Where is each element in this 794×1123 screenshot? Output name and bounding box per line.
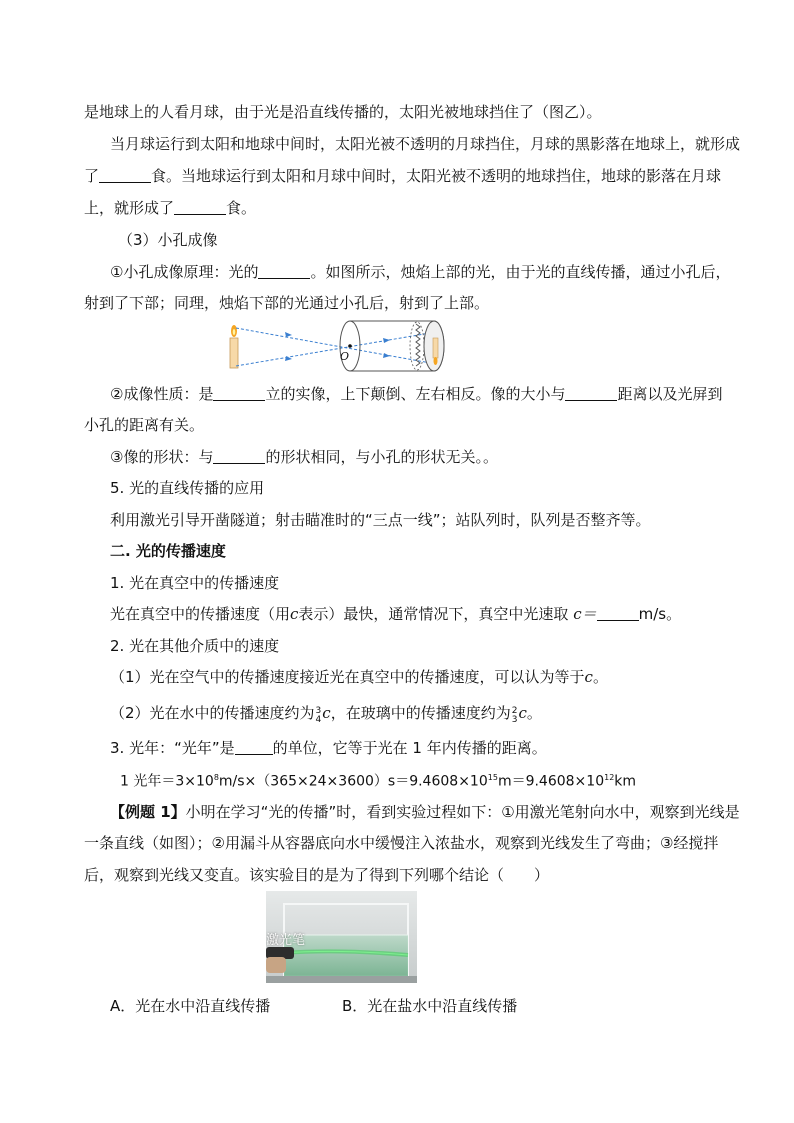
paragraph-image-nature: ②成像性质：是 立的实像，上下颠倒、左右相反。像的大小与 距离以及光屏到 xyxy=(110,385,723,403)
arrow-1 xyxy=(285,332,292,337)
laser-tank-photo xyxy=(266,891,417,983)
photo-label: 激光笔 xyxy=(266,933,306,948)
example-question-line3: 后，观察到光线又变直。该实验目的是为了得到下列哪个结论（ ） xyxy=(84,866,550,884)
paragraph-pinhole-line2: 射到了下部；同理，烛焰下部的光通过小孔后，射到了上部。 xyxy=(84,294,490,312)
arrow-3 xyxy=(383,353,390,358)
blank-inverted[interactable] xyxy=(213,386,265,401)
fraction-three-quarters: 3 4 xyxy=(315,706,322,725)
formula-light-year: 1 光年$=3\times 10^8m/s\times(365\times 24\times 3600)s=9.4608\times 10^{15}m=9.4608\times 10^{12}km$ xyxy=(120,773,637,790)
section-title-speed: 二. 光的传播速度 xyxy=(110,542,226,560)
blank-light-year-unit[interactable] xyxy=(235,740,273,755)
pinhole-point xyxy=(348,344,352,348)
candle xyxy=(230,325,238,368)
arrow-4 xyxy=(383,338,390,343)
heading-other-media: 2. 光在其他介质中的速度 xyxy=(110,637,280,655)
heading-applications: 5. 光的直线传播的应用 xyxy=(110,479,265,497)
pinhole-label: O xyxy=(340,350,350,363)
ray-top xyxy=(236,328,436,364)
inverted-candle-image xyxy=(433,338,438,365)
option-b[interactable]: B．光在盐水中沿直线传播 xyxy=(342,997,518,1015)
blank-distance[interactable] xyxy=(565,386,617,401)
paragraph-applications: 利用激光引导开凿隧道；射击瞄准时的“三点一线”；站队列时，队列是否整齐等。 xyxy=(110,511,651,529)
example-question-line2: 一条直线（如图）；②用漏斗从容器底向水中缓慢注入浓盐水，观察到光线发生了弯曲；③经搅拌 xyxy=(84,834,719,852)
paragraph-image-nature-line2: 小孔的距离有关。 xyxy=(84,416,205,434)
paragraph-air-speed: （1）光在空气中的传播速度接近光在真空中的传播速度，可以认为等于c。 xyxy=(110,668,608,686)
blank-solar-eclipse[interactable] xyxy=(99,168,151,183)
paragraph-pinhole-principle: ①小孔成像原理：光的 。如图所示，烛焰上部的光，由于光的直线传播，通过小孔后， xyxy=(110,263,731,281)
ray-bottom xyxy=(236,332,436,366)
blank-lunar-eclipse[interactable] xyxy=(174,200,226,215)
blank-shape[interactable] xyxy=(213,449,265,464)
example-question-line1: 【例题 1】小明在学习“光的传播”时，看到实验过程如下：①用激光笔射向水中，观察到光线是 xyxy=(110,803,740,821)
paragraph-eclipse-line1: 当月球运行到太阳和地球中间时，太阳光被不透明的月球挡住，月球的黑影落在地球上，就形成 xyxy=(110,135,741,153)
heading-pinhole: （3）小孔成像 xyxy=(118,231,218,249)
paragraph-vacuum-speed: 光在真空中的传播速度（用c表示）最快，通常情况下，真空中光速取 c＝ m/s。 xyxy=(110,605,682,623)
paragraph-eclipse-intro: 是地球上的人看月球，由于光是沿直线传播的，太阳光被地球挡住了（图乙）。 xyxy=(84,103,602,121)
paragraph-eclipse-line2: 了 食。当地球运行到太阳和月球中间时，太阳光被不透明的地球挡住，地球的影落在月球 xyxy=(84,167,722,185)
paragraph-eclipse-line3: 上，就形成了 食。 xyxy=(84,199,257,217)
pinhole-diagram xyxy=(222,318,446,374)
blank-light-speed[interactable] xyxy=(597,606,639,621)
paragraph-water-glass-speed: （2）光在水中的传播速度约为 3 4 c，在玻璃中的传播速度约为 2 3 c。 xyxy=(110,704,542,725)
paragraph-light-year: 3. 光年：“光年”是 的单位，它等于光在 1 年内传播的距离。 xyxy=(110,739,547,757)
fraction-two-thirds: 2 3 xyxy=(511,706,518,725)
paragraph-image-shape: ③像的形状：与 的形状相同，与小孔的形状无关。。 xyxy=(110,448,498,466)
option-a[interactable]: A．光在水中沿直线传播 xyxy=(110,997,271,1015)
blank-principle[interactable] xyxy=(258,264,310,279)
heading-vacuum-speed: 1. 光在真空中的传播速度 xyxy=(110,574,280,592)
